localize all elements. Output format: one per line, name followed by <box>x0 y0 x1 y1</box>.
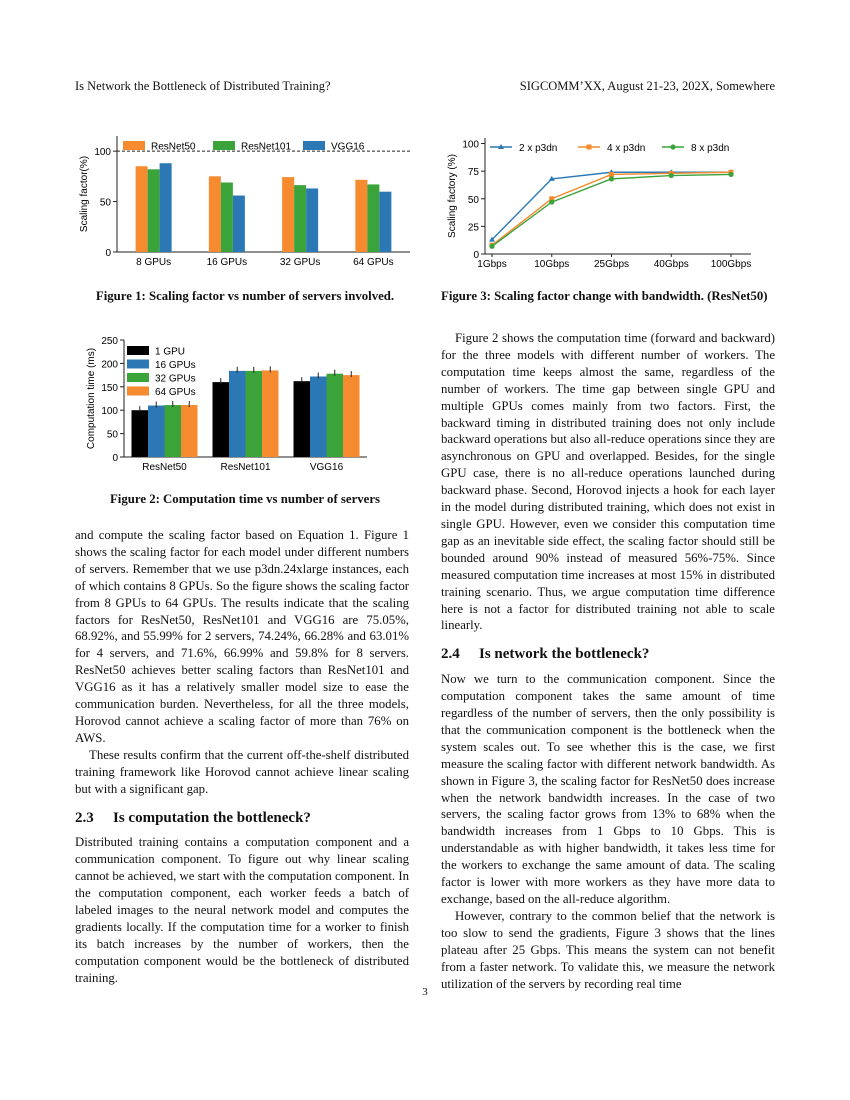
bar <box>233 196 245 252</box>
series-line <box>492 172 731 239</box>
series-line <box>492 172 731 245</box>
legend-swatch <box>127 387 149 396</box>
legend-marker <box>587 145 592 150</box>
bar <box>136 166 148 252</box>
x-tick-label: 10Gbps <box>534 259 570 270</box>
y-tick-label: 75 <box>467 167 479 179</box>
y-tick-label: 50 <box>106 429 118 441</box>
bar <box>343 375 360 457</box>
bar <box>355 180 367 252</box>
y-tick-label: 200 <box>101 359 118 371</box>
legend-label: 16 GPUs <box>155 360 196 371</box>
legend-label: ResNet101 <box>241 141 292 153</box>
x-tick-label: 64 GPUs <box>353 257 394 268</box>
section-number: 2.3 <box>75 809 94 826</box>
legend-swatch <box>127 346 149 355</box>
paragraph: These results confirm that the current off-the-shelf distributed training framework like Horovod cannot achieve linear scaling but with a significant gap. <box>75 747 409 796</box>
x-tick-label: ResNet101 <box>220 462 271 473</box>
y-tick-label: 0 <box>112 453 118 464</box>
bar <box>148 169 160 252</box>
paragraph: and compute the scaling factor based on Equation 1. Figure 1 shows the scaling factor for each model under different numbers of servers. Remember that we use p3dn.24xlarge instances, each of which contains 8 GPUs. So the figure shows the scaling factor from 8 GPUs to 64 GPUs. The results indicate that the scaling factors for ResNet50, ResNet101 and VGG16 are 75.05%, 68.92%, and 55.99% for 2 servers, 74.24%, 66.28% and 63.01% for 4 servers, and 71.6%, 66.99% and 59.8% for 8 servers. ResNet50 achieves better scaling factors than ResNet101 and VGG16 as it has a relatively smaller model size to ease the communication burden. Nevertheless, for all the three models, Horovod cannot achieve a scaling factor of more than 76% on AWS. <box>75 528 409 745</box>
bar <box>379 192 391 252</box>
bar <box>160 163 172 252</box>
paragraph: However, contrary to the common belief that the network is too slow to send the gradients, Figure 3 shows that the lines plateau after 25 Gbps. This means the system can not benefit from a faster network. To validate this, we measure the network utilization of the servers by recording real time <box>441 908 775 991</box>
figure-1-chart <box>75 128 415 278</box>
bar <box>262 370 279 457</box>
right-column <box>441 330 775 992</box>
y-tick-label: 150 <box>101 382 118 394</box>
section-heading-2-4 <box>441 646 775 663</box>
y-tick-label: 100 <box>101 406 118 418</box>
x-tick-label: 25Gbps <box>593 259 630 270</box>
section-title: Is network the bottleneck? <box>479 646 650 663</box>
bar <box>306 188 318 252</box>
x-tick-label: 32 GPUs <box>279 257 321 268</box>
data-point <box>728 172 733 177</box>
bar <box>310 377 327 457</box>
page-number: 3 <box>422 986 428 998</box>
legend-label: 2 x p3dn <box>519 143 558 154</box>
y-tick-label: 50 <box>467 194 479 206</box>
y-tick-label: 100 <box>462 139 479 151</box>
y-tick-label: 0 <box>105 248 111 259</box>
legend-label: 32 GPUs <box>155 373 196 385</box>
x-tick-label: VGG16 <box>309 462 344 473</box>
paragraph: Now we turn to the communication component. Since the computation component takes the same amount of time regardless of the number of servers, then the only possibility is that the communication component is the bottleneck when the system scales out. To see whether this is the case, we first measure the scaling factor with different network bandwidth. As shown in Figure 3, the scaling factor for ResNet50 does increase when the network bandwidth increases. In the case of two servers, the scaling factor grows from 13% to 68% when the bandwidth increases from 1 Gbps to 10 Gbps. This is understandable as with higher bandwidth, it takes less time for the workers to exchange the same amount of data. The scaling factor is lower with more workers as they have more data to exchange, based on the all-reduce algorithm. <box>441 672 775 906</box>
left-column <box>75 527 409 987</box>
y-axis-label: Computation time (ms) <box>86 347 97 450</box>
legend-swatch <box>127 373 149 382</box>
section-heading-2-3 <box>75 810 409 827</box>
y-tick-label: 50 <box>99 197 111 209</box>
bar <box>213 382 230 457</box>
figure-3-caption: Figure 3: Scaling factor change with bandwidth. (ResNet50) <box>441 289 768 303</box>
bar <box>148 406 165 457</box>
section-number: 2.4 <box>441 646 460 663</box>
series-line <box>492 174 731 246</box>
legend-label: VGG16 <box>331 141 365 153</box>
x-tick-label: ResNet50 <box>142 462 187 473</box>
legend-swatch <box>127 360 149 369</box>
legend-swatch <box>123 141 145 150</box>
bar <box>246 371 263 457</box>
data-point <box>489 244 494 249</box>
bar <box>181 405 198 457</box>
data-point <box>549 199 554 204</box>
y-axis-label: Scaling factory (%) <box>447 154 458 238</box>
legend-swatch <box>303 141 325 150</box>
y-tick-label: 250 <box>101 336 118 347</box>
y-tick-label: 25 <box>467 222 479 234</box>
data-point <box>609 172 614 177</box>
bar <box>229 371 246 457</box>
figure-2-chart <box>75 332 415 477</box>
legend-label: 8 x p3dn <box>691 143 730 154</box>
y-axis-label: Scaling factor(%) <box>79 155 90 233</box>
x-tick-label: 16 GPUs <box>206 257 248 268</box>
bar <box>367 184 379 252</box>
legend-label: 4 x p3dn <box>607 143 646 154</box>
data-point <box>609 176 614 181</box>
figure-3-chart <box>440 130 775 275</box>
paragraph: Figure 2 shows the computation time (forward and backward) for the three models with different number of workers. The computation time keeps almost the same, regardless of the number of workers. The time gap between single GPU and multiple GPUs comes mainly from two factors. First, the backward timing in distributed training does not only include backward operations but also all-reduce operations since they are asynchronous on GPU and overlapped. Besides, for the single GPU case, there is no all-reduce operations launched during backward phase. Second, Horovod injects a hook for each layer in the model during distributed training, which does not exist in single GPU. However, even we consider this computation time gap as an inevitable side effect, the scaling factor should still be bounded around 90% instead of measured 56%-75%. Since measured computation time increases at most 15% in distributed training scenario. Thus, we argue computation time difference here is not a factor for distributed training not able to scale linearly. <box>441 331 776 633</box>
running-header-title: Is Network the Bottleneck of Distributed Training? <box>75 79 331 93</box>
figure-1-caption: Figure 1: Scaling factor vs number of servers involved. <box>95 289 395 303</box>
legend-label: ResNet50 <box>151 141 196 153</box>
legend-swatch <box>213 141 235 150</box>
bar <box>209 176 221 252</box>
x-tick-label: 8 GPUs <box>136 257 172 268</box>
section-title: Is computation the bottleneck? <box>113 809 311 826</box>
bar <box>132 410 149 457</box>
running-header-venue: SIGCOMM’XX, August 21-23, 202X, Somewhere <box>519 79 775 93</box>
data-point <box>669 173 674 178</box>
bar <box>282 177 294 252</box>
legend-label: 64 GPUs <box>155 387 196 398</box>
x-tick-label: 100Gbps <box>710 259 752 270</box>
figure-2-caption: Figure 2: Computation time vs number of servers <box>109 492 380 506</box>
x-tick-label: 1Gbps <box>477 259 507 270</box>
y-tick-label: 0 <box>473 250 479 261</box>
bar <box>294 381 311 457</box>
y-tick-label: 100 <box>94 147 111 159</box>
bar <box>221 182 233 252</box>
paragraph: Distributed training contains a computation component and a communication component. To figure out why linear scaling cannot be achieved, we start with the computation component. In the computation component, each worker feeds a batch of labeled images to the neural network model and computes the gradients locally. If the computation time for a worker to finish its batch increases by the number of workers, then the computation component would be the bottleneck of distributed training. <box>75 835 409 985</box>
legend-marker <box>670 144 675 149</box>
x-tick-label: 40Gbps <box>653 259 689 270</box>
bar <box>327 374 344 457</box>
legend-label: 1 GPU <box>155 346 186 358</box>
bar <box>165 405 182 457</box>
bar <box>294 185 306 252</box>
